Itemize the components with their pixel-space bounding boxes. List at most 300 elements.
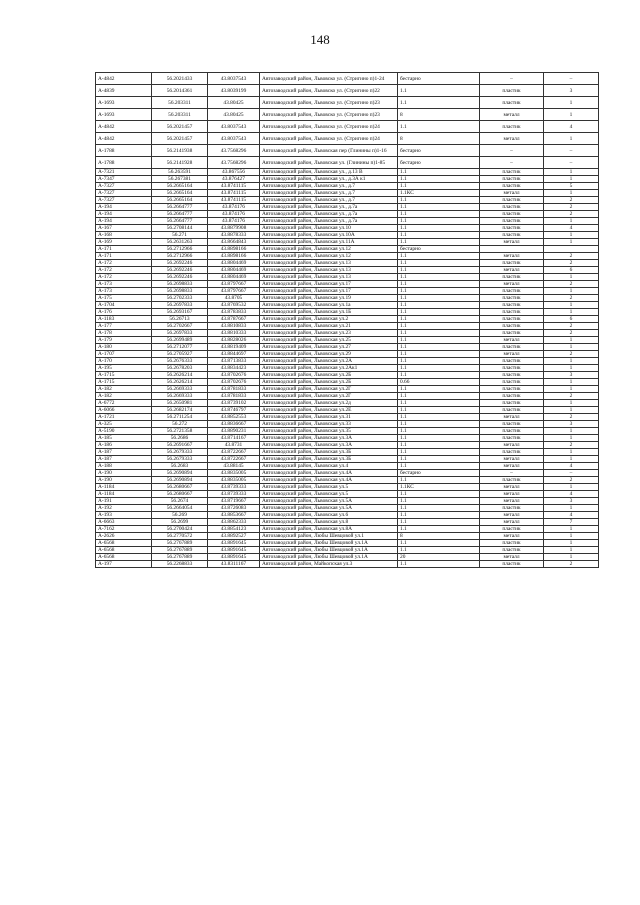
latitude-cell: 56.2683 <box>152 463 208 470</box>
site-id-cell: А-1788 <box>96 157 152 169</box>
longitude-cell: 43.8804469 <box>208 274 260 281</box>
address-cell: Автозаводский район, Львовская ул.2Б <box>260 379 398 386</box>
latitude-cell: 56.203311 <box>152 109 208 121</box>
count-cell: 2 <box>544 477 599 484</box>
volume-cell: бестарно <box>398 157 480 169</box>
table-row <box>96 407 599 414</box>
volume-cell: 1.1 <box>398 211 480 218</box>
material-cell: металл <box>480 109 544 121</box>
site-id-cell: А-182 <box>96 386 152 393</box>
volume-cell: 8 <box>398 133 480 145</box>
table-row <box>96 176 599 183</box>
table-row <box>96 323 599 330</box>
material-cell: пластик <box>480 288 544 295</box>
latitude-cell: 56.2665164 <box>152 190 208 197</box>
latitude-cell: 56.2141928 <box>152 157 208 169</box>
material-cell: пластик <box>480 540 544 547</box>
longitude-cell: 43.8891645 <box>208 554 260 561</box>
latitude-cell: 56.2021457 <box>152 133 208 145</box>
volume-cell: 1.1 <box>398 121 480 133</box>
count-cell: 6 <box>544 316 599 323</box>
longitude-cell: 43.8797667 <box>208 281 260 288</box>
material-cell: пластик <box>480 260 544 267</box>
table-row <box>96 73 599 85</box>
table-row <box>96 316 599 323</box>
count-cell: 2 <box>544 561 599 568</box>
address-cell: Автозаводский район, Львовская ул., д.7а <box>260 218 398 225</box>
material-cell: пластик <box>480 295 544 302</box>
table-row <box>96 554 599 561</box>
longitude-cell: 43.8769532 <box>208 302 260 309</box>
site-id-cell: А-197 <box>96 561 152 568</box>
latitude-cell: 56.2676333 <box>152 358 208 365</box>
material-cell: пластик <box>480 386 544 393</box>
table-row <box>96 421 599 428</box>
latitude-cell: 56.2650981 <box>152 400 208 407</box>
longitude-cell: 43.8797667 <box>208 288 260 295</box>
site-id-cell: А-192 <box>96 505 152 512</box>
count-cell: 1 <box>544 407 599 414</box>
longitude-cell: 43.8783833 <box>208 309 260 316</box>
count-cell: 2 <box>544 442 599 449</box>
site-id-cell: А-172 <box>96 267 152 274</box>
site-id-cell: А-1721 <box>96 414 152 421</box>
page-number: 148 <box>310 32 330 47</box>
longitude-cell: 43.80425 <box>208 109 260 121</box>
latitude-cell: 56.2665164 <box>152 183 208 190</box>
longitude-cell: 43.8819409 <box>208 344 260 351</box>
table-row <box>96 414 599 421</box>
table-row <box>96 197 599 204</box>
latitude-cell: 56.26713 <box>152 316 208 323</box>
volume-cell: бестарно <box>398 73 480 85</box>
table-row <box>96 232 599 239</box>
site-id-cell: А-6568 <box>96 540 152 547</box>
count-cell <box>544 246 599 253</box>
latitude-cell: 56.2664777 <box>152 204 208 211</box>
table-row <box>96 351 599 358</box>
count-cell: 1 <box>544 379 599 386</box>
count-cell: 2 <box>544 393 599 400</box>
count-cell: 2 <box>544 351 599 358</box>
address-cell: Автозаводский район, Львовская ул.3Б <box>260 456 398 463</box>
latitude-cell: 56.2698833 <box>152 288 208 295</box>
material-cell: металл <box>480 281 544 288</box>
latitude-cell: 56.2679333 <box>152 456 208 463</box>
table-row <box>96 344 599 351</box>
count-cell: 1 <box>544 456 599 463</box>
table-row <box>96 540 599 547</box>
site-id-cell: А-4842 <box>96 73 152 85</box>
volume-cell: 1.1 <box>398 281 480 288</box>
table-row <box>96 498 599 505</box>
site-id-cell: А-1693 <box>96 97 152 109</box>
table-row <box>96 246 599 253</box>
latitude-cell: 56.2770572 <box>152 533 208 540</box>
longitude-cell: 43.8787667 <box>208 316 260 323</box>
latitude-cell: 56.2692246 <box>152 274 208 281</box>
site-id-cell: А-4839 <box>96 85 152 97</box>
material-cell: пластик <box>480 547 544 554</box>
latitude-cell: 56.2697833 <box>152 302 208 309</box>
material-cell: – <box>480 73 544 85</box>
volume-cell: 1.1 <box>398 547 480 554</box>
longitude-cell: 43.8746797 <box>208 407 260 414</box>
material-cell: – <box>480 470 544 477</box>
volume-cell: 1.1 <box>398 183 480 190</box>
site-id-cell: А-190 <box>96 477 152 484</box>
site-id-cell: А-1693 <box>96 109 152 121</box>
table-row <box>96 218 599 225</box>
count-cell: 4 <box>544 225 599 232</box>
site-id-cell: А-6066 <box>96 407 152 414</box>
table-row <box>96 512 599 519</box>
volume-cell: 1.1 <box>398 463 480 470</box>
longitude-cell: 43.8702676 <box>208 379 260 386</box>
site-id-cell: А-6663 <box>96 519 152 526</box>
count-cell: – <box>544 145 599 157</box>
site-id-cell: А-7327 <box>96 183 152 190</box>
volume-cell: 1.1 <box>398 372 480 379</box>
count-cell: 1 <box>544 218 599 225</box>
material-cell: металл <box>480 190 544 197</box>
count-cell: 1 <box>544 109 599 121</box>
latitude-cell: 56.2268833 <box>152 561 208 568</box>
address-cell: Автозаводский район, Львовская ул.2 <box>260 316 398 323</box>
count-cell: 2 <box>544 414 599 421</box>
material-cell: пластик <box>480 204 544 211</box>
table-row <box>96 204 599 211</box>
material-cell: пластик <box>480 449 544 456</box>
volume-cell: 1.1 <box>398 260 480 267</box>
latitude-cell: 56.2767889 <box>152 554 208 561</box>
volume-cell: 1.1 <box>398 295 480 302</box>
material-cell: пластик <box>480 421 544 428</box>
address-cell: Автозаводский район, Львовская ул.8 <box>260 519 398 526</box>
count-cell: – <box>544 470 599 477</box>
address-cell: Автозаводский район, Львовская ул.33 <box>260 421 398 428</box>
volume-cell: 8 <box>398 533 480 540</box>
address-cell: Автозаводский район, Львовско ул. (Стригино п)1-24 <box>260 73 398 85</box>
volume-cell: 1.1 <box>398 309 480 316</box>
material-cell: металл <box>480 484 544 491</box>
site-id-cell: А-1715 <box>96 379 152 386</box>
address-cell: Автозаводский район, Львовская ул.29 <box>260 351 398 358</box>
count-cell: 1 <box>544 309 599 316</box>
material-cell: пластик <box>480 323 544 330</box>
latitude-cell: 56.2680667 <box>152 491 208 498</box>
material-cell: пластик <box>480 97 544 109</box>
table-row <box>96 337 599 344</box>
longitude-cell: 43.8664843 <box>208 239 260 246</box>
volume-cell: 1.1 <box>398 526 480 533</box>
latitude-cell: 56.2631263 <box>152 239 208 246</box>
count-cell: 2 <box>544 204 599 211</box>
address-cell: Автозаводский район, Львовская ул.3А <box>260 435 398 442</box>
count-cell: 3 <box>544 372 599 379</box>
longitude-cell: 43.8898166 <box>208 246 260 253</box>
longitude-cell: 43.8739333 <box>208 484 260 491</box>
volume-cell: 1.1 <box>398 540 480 547</box>
address-cell: Автозаводский район, Львовская ул.4 <box>260 463 398 470</box>
address-cell: Автозаводский район, Львовская ул. (Глинины п)1-85 <box>260 157 398 169</box>
count-cell: – <box>544 157 599 169</box>
address-cell: Автозаводский район, Львовская ул.5А <box>260 498 398 505</box>
material-cell: металл <box>480 253 544 260</box>
site-id-cell: А-1183 <box>96 316 152 323</box>
longitude-cell: 43.80425 <box>208 97 260 109</box>
latitude-cell: 56.2679333 <box>152 449 208 456</box>
latitude-cell: 56.2682174 <box>152 407 208 414</box>
count-cell: 1 <box>544 526 599 533</box>
latitude-cell: 56.2699 <box>152 519 208 526</box>
latitude-cell: 56.2664777 <box>152 218 208 225</box>
site-id-cell: А-176 <box>96 309 152 316</box>
latitude-cell: 56.2702667 <box>152 323 208 330</box>
material-cell: металл <box>480 519 544 526</box>
count-cell: 2 <box>544 330 599 337</box>
longitude-cell: 43.874176 <box>208 204 260 211</box>
longitude-cell: 43.8852553 <box>208 414 260 421</box>
table-row <box>96 309 599 316</box>
site-id-cell: А-194 <box>96 211 152 218</box>
site-id-cell: А-7327 <box>96 190 152 197</box>
latitude-cell: 56.2141938 <box>152 145 208 157</box>
latitude-cell: 56.2708144 <box>152 225 208 232</box>
longitude-cell: 43.8862333 <box>208 519 260 526</box>
material-cell: металл <box>480 442 544 449</box>
table-row <box>96 133 599 145</box>
material-cell: металл <box>480 133 544 145</box>
count-cell: 1 <box>544 554 599 561</box>
latitude-cell: 56.2021457 <box>152 121 208 133</box>
site-id-cell: А-194 <box>96 218 152 225</box>
table-row <box>96 260 599 267</box>
table-row <box>96 379 599 386</box>
count-cell: 5 <box>544 183 599 190</box>
table-row <box>96 253 599 260</box>
latitude-cell: 56.2700424 <box>152 526 208 533</box>
material-cell: пластик <box>480 435 544 442</box>
site-id-cell: А-172 <box>96 260 152 267</box>
latitude-cell: 56.2626214 <box>152 372 208 379</box>
address-cell: Автозаводский район, Львовская ул.3А <box>260 442 398 449</box>
address-cell: Автозаводский район, Львовско ул. (Стригино п)23 <box>260 109 398 121</box>
material-cell: пластик <box>480 407 544 414</box>
material-cell: металл <box>480 456 544 463</box>
latitude-cell: 56.2693167 <box>152 309 208 316</box>
table-row <box>96 477 599 484</box>
site-id-cell: А-175 <box>96 295 152 302</box>
site-id-cell: А-171 <box>96 253 152 260</box>
longitude-cell: 43.8722667 <box>208 449 260 456</box>
address-cell: Автозаводский район, Львовская ул.8А <box>260 526 398 533</box>
site-id-cell: А-7162 <box>96 526 152 533</box>
material-cell: – <box>480 145 544 157</box>
volume-cell: 1.1 <box>398 204 480 211</box>
longitude-cell: 43.8853667 <box>208 512 260 519</box>
latitude-cell: 56.2626214 <box>152 379 208 386</box>
site-id-cell: А-169 <box>96 239 152 246</box>
latitude-cell: 56.2699489 <box>152 337 208 344</box>
volume-cell: 1.1 <box>398 316 480 323</box>
count-cell: 1 <box>544 547 599 554</box>
latitude-cell: 56.2692246 <box>152 267 208 274</box>
count-cell: 2 <box>544 211 599 218</box>
count-cell: 1 <box>544 484 599 491</box>
latitude-cell: 56.2711254 <box>152 414 208 421</box>
material-cell: пластик <box>480 225 544 232</box>
count-cell: 2 <box>544 253 599 260</box>
volume-cell: 1.1 <box>398 477 480 484</box>
address-cell: Автозаводский район, Львовская ул.12 <box>260 253 398 260</box>
address-cell: Автозаводский район, Львовская ул.6 <box>260 512 398 519</box>
site-id-cell: А-1184 <box>96 484 152 491</box>
volume-cell: 1.1 <box>398 232 480 239</box>
volume-cell: 1.1 <box>398 561 480 568</box>
site-id-cell: А-1707 <box>96 351 152 358</box>
longitude-cell: 43.8854123 <box>208 526 260 533</box>
longitude-cell: 43.8739102 <box>208 400 260 407</box>
material-cell: пластик <box>480 169 544 176</box>
material-cell: пластик <box>480 428 544 435</box>
site-id-cell: А-1184 <box>96 491 152 498</box>
volume-cell: 1.1 <box>398 85 480 97</box>
site-id-cell: А-178 <box>96 330 152 337</box>
site-id-cell: А-7321 <box>96 169 152 176</box>
longitude-cell: 43.8726083 <box>208 505 260 512</box>
volume-cell: 1.1 <box>398 421 480 428</box>
latitude-cell: 56.2669333 <box>152 386 208 393</box>
count-cell: 3 <box>544 498 599 505</box>
longitude-cell: 43.8878333 <box>208 232 260 239</box>
volume-cell: 8 <box>398 109 480 121</box>
latitude-cell: 56.203311 <box>152 97 208 109</box>
address-cell: Автозаводский район, Львовская ул.19 <box>260 295 398 302</box>
longitude-cell: 43.7568296 <box>208 157 260 169</box>
material-cell: металл <box>480 498 544 505</box>
count-cell: 1 <box>544 133 599 145</box>
site-id-cell: А-171 <box>96 246 152 253</box>
latitude-cell: 56.2721358 <box>152 428 208 435</box>
longitude-cell: 43.8890231 <box>208 428 260 435</box>
table-row <box>96 85 599 97</box>
table-row <box>96 400 599 407</box>
address-cell: Автозаводский район, Львовская ул.12 <box>260 246 398 253</box>
table-row <box>96 358 599 365</box>
material-cell: пластик <box>480 121 544 133</box>
material-cell: пластик <box>480 218 544 225</box>
longitude-cell: 43.876427 <box>208 176 260 183</box>
volume-cell: 1.1 <box>398 97 480 109</box>
table-row <box>96 365 599 372</box>
site-id-cell: А-186 <box>96 442 152 449</box>
site-id-cell: А-4842 <box>96 121 152 133</box>
site-id-cell: А-1704 <box>96 302 152 309</box>
count-cell: 1 <box>544 176 599 183</box>
volume-cell: 1.1 <box>398 218 480 225</box>
table-row <box>96 330 599 337</box>
count-cell: 1 <box>544 428 599 435</box>
volume-cell: 1.1 <box>398 442 480 449</box>
table-row <box>96 97 599 109</box>
latitude-cell: 56.2669333 <box>152 393 208 400</box>
volume-cell: 1.1 <box>398 344 480 351</box>
table-row <box>96 519 599 526</box>
table-row <box>96 109 599 121</box>
count-cell: 2 <box>544 295 599 302</box>
latitude-cell: 56.2690894 <box>152 470 208 477</box>
material-cell: пластик <box>480 400 544 407</box>
address-cell: Автозаводский район, Львовская ул.5 <box>260 484 398 491</box>
address-cell: Автозаводский район, Майкопская ул.3 <box>260 561 398 568</box>
material-cell: металл <box>480 414 544 421</box>
address-cell: Автозаводский район, Львовская ул., д.7 <box>260 190 398 197</box>
volume-cell: 1.1 <box>398 386 480 393</box>
address-cell: Автозаводский район, Львовская ул.2Б <box>260 372 398 379</box>
table-row <box>96 491 599 498</box>
volume-cell: 1.1 <box>398 267 480 274</box>
volume-cell: 1.1 <box>398 512 480 519</box>
longitude-cell: 43.8705 <box>208 295 260 302</box>
longitude-cell: 43.8037543 <box>208 133 260 145</box>
material-cell: пластик <box>480 358 544 365</box>
site-id-cell: А-1715 <box>96 372 152 379</box>
longitude-cell: 43.8898166 <box>208 253 260 260</box>
longitude-cell: 43.8037543 <box>208 73 260 85</box>
table-row <box>96 190 599 197</box>
count-cell: 1 <box>544 449 599 456</box>
volume-cell: 1.1 <box>398 498 480 505</box>
volume-cell: 1.1 <box>398 407 480 414</box>
volume-cell: 1.1 <box>398 358 480 365</box>
table-row <box>96 225 599 232</box>
material-cell: пластик <box>480 561 544 568</box>
table-body <box>96 73 599 568</box>
longitude-cell: 43.8719667 <box>208 498 260 505</box>
longitude-cell: 43.8741115 <box>208 183 260 190</box>
longitude-cell: 43.8713833 <box>208 358 260 365</box>
longitude-cell: 43.867556 <box>208 169 260 176</box>
address-cell: Автозаводский район, Львовская ул.4А <box>260 477 398 484</box>
site-id-cell: А-195 <box>96 365 152 372</box>
volume-cell: 1.1 <box>398 456 480 463</box>
count-cell: 4 <box>544 121 599 133</box>
count-cell: 4 <box>544 512 599 519</box>
count-cell: 4 <box>544 463 599 470</box>
table-row <box>96 169 599 176</box>
address-cell: Автозаводский район, Львовская ул.2А <box>260 358 398 365</box>
volume-cell: 1.1 <box>398 519 480 526</box>
table-row <box>96 288 599 295</box>
address-cell: Автозаводский район, Львовская ул., д.13 В <box>260 169 398 176</box>
volume-cell: 1.1 <box>398 365 480 372</box>
address-cell: Автозаводский район, Львовская ул.31 <box>260 414 398 421</box>
table-row <box>96 183 599 190</box>
material-cell: пластик <box>480 393 544 400</box>
site-id-cell: А-172 <box>96 274 152 281</box>
site-id-cell: А-187 <box>96 449 152 456</box>
volume-cell: 1.1 <box>398 239 480 246</box>
table-row <box>96 281 599 288</box>
address-cell: Автозаводский район, Львовская ул.25 <box>260 337 398 344</box>
address-cell: Автозаводский район, Львовская ул., д.7 <box>260 197 398 204</box>
material-cell: пластик <box>480 344 544 351</box>
site-id-cell: А-2626 <box>96 533 152 540</box>
latitude-cell: 56.267381 <box>152 176 208 183</box>
volume-cell: 1.1КС <box>398 190 480 197</box>
site-id-cell: А-187 <box>96 456 152 463</box>
